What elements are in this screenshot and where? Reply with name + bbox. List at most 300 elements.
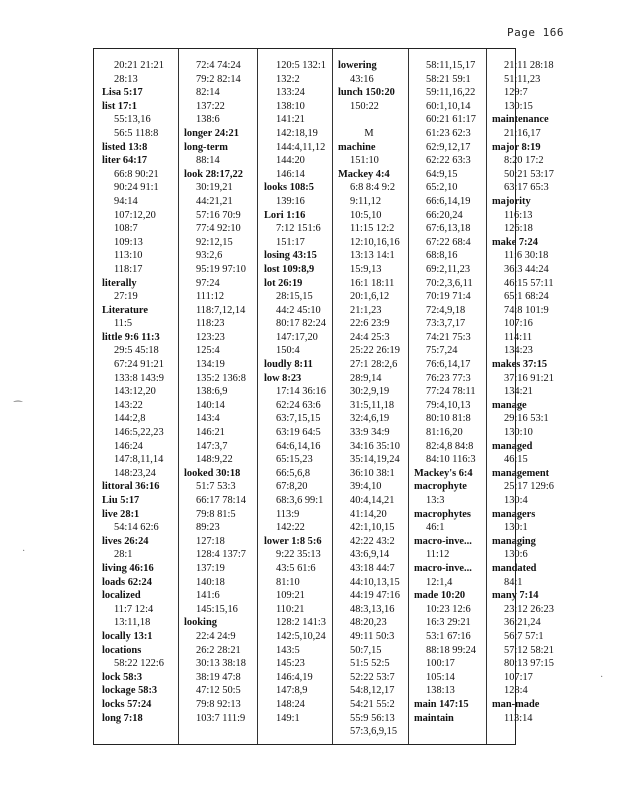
index-term: long 7:18 — [102, 712, 143, 724]
index-reference: 28:9,14 — [350, 372, 382, 384]
index-reference: 62:24 63:6 — [276, 399, 321, 411]
index-term: macro-inve... — [414, 535, 472, 547]
index-reference: 110:21 — [276, 603, 305, 615]
index-reference: 15:9,13 — [350, 263, 382, 275]
index-reference: 41:14,20 — [350, 508, 387, 520]
index-reference: 58:21 59:1 — [426, 73, 471, 85]
index-reference: 30:19,21 — [196, 182, 233, 194]
index-reference: 95:19 97:10 — [196, 263, 246, 275]
index-reference: 53:1 67:16 — [426, 630, 471, 642]
index-reference: 10:5,10 — [350, 209, 382, 221]
index-term: live 28:1 — [102, 508, 140, 520]
index-reference: 11:12 — [426, 549, 450, 561]
index-reference: 49:11 50:3 — [350, 630, 395, 642]
index-reference: 118:17 — [114, 263, 143, 275]
index-reference: 147:3,7 — [196, 440, 228, 452]
index-term: lockage 58:3 — [102, 685, 158, 697]
index-reference: 64:9,15 — [426, 168, 458, 180]
index-reference: 127:18 — [196, 535, 225, 547]
index-column — [102, 59, 164, 725]
index-reference: 113:14 — [504, 712, 533, 724]
index-reference: 76:6,14,17 — [426, 359, 471, 371]
index-reference: 81:10 — [276, 576, 300, 588]
index-reference: 43:18 44:7 — [350, 562, 395, 574]
index-reference: 138:13 — [426, 685, 455, 697]
index-reference: 16:3 29:21 — [426, 617, 471, 629]
index-reference: 65:1 68:24 — [504, 291, 549, 303]
index-reference: 141:21 — [276, 114, 305, 126]
index-reference: 72:4,9,18 — [426, 304, 466, 316]
index-term: listed 13:8 — [102, 141, 148, 153]
index-reference: 88:14 — [196, 155, 220, 167]
index-reference: 67:24 91:21 — [114, 359, 164, 371]
index-reference: 63:17 65:3 — [504, 182, 549, 194]
index-reference: 142:22 — [276, 522, 305, 534]
index-term: low 8:23 — [264, 372, 302, 384]
index-reference: 57:16 70:9 — [196, 209, 241, 221]
index-term: longer 24:21 — [184, 127, 239, 139]
index-reference: 88:18 99:24 — [426, 644, 476, 656]
column-divider — [408, 49, 409, 744]
index-term: macrophytes — [414, 508, 471, 520]
index-reference: 151:10 — [350, 155, 379, 167]
index-reference: 63:7,15,15 — [276, 413, 321, 425]
index-reference: 93:2,6 — [196, 250, 223, 262]
index-reference: 66:20,24 — [426, 209, 463, 221]
scan-mark: · — [22, 546, 26, 557]
index-reference: 38:19 47:8 — [196, 671, 241, 683]
index-term: locally 13:1 — [102, 630, 153, 642]
index-reference: 29:16 53:1 — [504, 413, 549, 425]
index-reference: 20:21 21:21 — [114, 60, 164, 71]
index-reference: 79:2 82:14 — [196, 73, 241, 85]
index-reference: 145:15,16 — [196, 603, 238, 615]
scan-mark: · — [600, 672, 604, 683]
index-reference: 25:17 129:6 — [504, 481, 554, 493]
index-reference: 40:4,14,21 — [350, 495, 395, 506]
index-term: looking — [184, 617, 217, 629]
index-reference: 55:13,16 — [114, 114, 151, 126]
index-reference: 63:19 64:5 — [276, 427, 321, 439]
index-term: Lisa 5:17 — [102, 87, 143, 99]
index-reference: 79:8 81:5 — [196, 508, 236, 520]
index-term: looks 108:5 — [264, 182, 314, 194]
section-letter: M — [364, 127, 374, 139]
column-divider — [486, 49, 487, 744]
index-reference: 105:14 — [426, 671, 455, 683]
index-column — [414, 59, 476, 725]
index-term: Liu 5:17 — [102, 495, 140, 506]
index-reference: 67:22 68:4 — [426, 236, 471, 248]
index-term: made 10:20 — [414, 590, 466, 602]
index-reference: 51:11,23 — [504, 73, 541, 85]
index-reference: 66:17 78:14 — [196, 495, 246, 506]
index-reference: 36:10 38:1 — [350, 467, 395, 479]
index-reference: 17:14 36:16 — [276, 386, 326, 398]
index-reference: 21:16,17 — [504, 127, 541, 139]
index-reference: 150:4 — [276, 345, 300, 357]
index-reference: 142:18,19 — [276, 127, 318, 139]
index-reference: 109:13 — [114, 236, 143, 248]
index-term: look 28:17,22 — [184, 168, 243, 180]
index-reference: 109:21 — [276, 590, 305, 602]
index-reference: 147:8,9 — [276, 685, 308, 697]
index-reference: 148:23,24 — [114, 467, 156, 479]
index-reference: 27:1 28:2,6 — [350, 359, 398, 371]
index-term: maintenance — [492, 114, 549, 126]
index-reference: 107:12,20 — [114, 209, 156, 221]
index-reference: 11:7 12:4 — [114, 603, 154, 615]
index-reference: 130:4 — [504, 495, 528, 506]
index-term: loudly 8:11 — [264, 359, 313, 371]
index-reference: 92:12,15 — [196, 236, 233, 248]
index-reference: 79:4,10,13 — [426, 399, 471, 411]
index-reference: 22:4 24:9 — [196, 630, 236, 642]
index-term: littoral 36:16 — [102, 481, 160, 493]
index-reference: 16:1 18:11 — [350, 277, 395, 289]
index-reference: 134:21 — [504, 386, 533, 398]
index-reference: 84:1 — [504, 576, 523, 588]
index-reference: 72:4 74:24 — [196, 60, 241, 71]
index-reference: 43:6,9,14 — [350, 549, 390, 561]
index-reference: 67:6,13,18 — [426, 223, 471, 235]
index-reference: 25:22 26:19 — [350, 345, 400, 357]
index-reference: 130:6 — [504, 549, 528, 561]
index-reference: 20:1,6,12 — [350, 291, 390, 303]
index-term: maintain — [414, 712, 454, 724]
index-reference: 137:19 — [196, 562, 225, 574]
index-reference: 76:23 77:3 — [426, 372, 471, 384]
index-reference: 113:9 — [276, 508, 300, 520]
index-reference: 146:5,22,23 — [114, 427, 164, 439]
index-reference: 32:4,6,19 — [350, 413, 390, 425]
index-reference: 139:16 — [276, 195, 305, 207]
index-term: Mackey 4:4 — [338, 168, 390, 180]
index-reference: 43:5 61:6 — [276, 562, 316, 574]
index-reference: 143:5 — [276, 644, 300, 656]
index-reference: 74:8 101:9 — [504, 304, 549, 316]
index-reference: 44:10,13,15 — [350, 576, 400, 588]
index-term: long-term — [184, 141, 228, 153]
index-reference: 64:6,14,16 — [276, 440, 321, 452]
index-reference: 31:5,11,18 — [350, 399, 395, 411]
column-divider — [257, 49, 258, 744]
index-term: living 46:16 — [102, 562, 154, 574]
index-reference: 27:19 — [114, 291, 138, 303]
index-reference: 144:4,11,12 — [276, 141, 326, 153]
index-term: list 17:1 — [102, 100, 137, 112]
scan-mark: ⁀ — [14, 402, 23, 413]
index-reference: 130:1 — [504, 522, 528, 534]
index-reference: 128:4 137:7 — [196, 549, 246, 561]
index-reference: 80:17 82:24 — [276, 318, 326, 330]
index-reference: 9:22 35:13 — [276, 549, 321, 561]
index-term: lunch 150:20 — [338, 87, 395, 99]
index-reference: 66:6,14,19 — [426, 195, 471, 207]
index-term: managed — [492, 440, 533, 452]
index-reference: 23:12 26:23 — [504, 603, 554, 615]
index-term: macro-inve... — [414, 562, 472, 574]
index-column — [492, 59, 554, 725]
index-reference: 46:15 57:11 — [504, 277, 554, 289]
index-reference: 146:24 — [114, 440, 143, 452]
index-term: managing — [492, 535, 536, 547]
index-reference: 73:3,7,17 — [426, 318, 466, 330]
index-reference: 10:23 12:6 — [426, 603, 471, 615]
index-reference: 146:14 — [276, 168, 305, 180]
index-reference: 141:6 — [196, 590, 220, 602]
index-reference: 58:22 122:6 — [114, 658, 164, 670]
index-reference: 57:3,6,9,15 — [350, 726, 398, 738]
index-term: localized — [102, 590, 141, 602]
index-reference: 42:1,10,15 — [350, 522, 395, 534]
index-term: management — [492, 467, 550, 479]
index-reference: 80:10 81:8 — [426, 413, 471, 425]
index-reference: 42:22 43:2 — [350, 535, 395, 547]
index-reference: 132:2 — [276, 73, 300, 85]
index-reference: 146:21 — [196, 427, 225, 439]
index-reference: 97:24 — [196, 277, 220, 289]
index-reference: 128:4 — [504, 685, 528, 697]
index-reference: 54:14 62:6 — [114, 522, 159, 534]
index-reference: 30:13 38:18 — [196, 658, 246, 670]
index-reference: 44:19 47:16 — [350, 590, 400, 602]
index-reference: 46:1 — [426, 522, 445, 534]
index-reference: 51:5 52:5 — [350, 658, 390, 670]
index-reference: 60:21 61:17 — [426, 114, 476, 126]
index-term: mandated — [492, 562, 537, 574]
index-reference: 143:12,20 — [114, 386, 156, 398]
index-reference: 33:9 34:9 — [350, 427, 390, 439]
index-reference: 138:10 — [276, 100, 305, 112]
index-term: managers — [492, 508, 536, 520]
index-reference: 30:2,9,19 — [350, 386, 390, 398]
index-reference: 108:7 — [114, 223, 138, 235]
index-reference: 11:5 — [114, 318, 133, 330]
index-reference: 77:4 92:10 — [196, 223, 241, 235]
index-reference: 50:21 53:17 — [504, 168, 554, 180]
index-reference: 140:18 — [196, 576, 225, 588]
index-reference: 50:7,15 — [350, 644, 382, 656]
index-reference: 134:19 — [196, 359, 225, 371]
index-reference: 24:4 25:3 — [350, 331, 390, 343]
index-reference: 57:12 58:21 — [504, 644, 554, 656]
index-reference: 133:24 — [276, 87, 305, 99]
index-reference: 47:12 50:5 — [196, 685, 241, 697]
index-reference: 54:8,12,17 — [350, 685, 395, 697]
index-term: looked 30:18 — [184, 467, 241, 479]
index-reference: 68:3,6 99:1 — [276, 495, 324, 506]
index-reference: 118:7,12,14 — [196, 304, 246, 316]
index-reference: 39:4,10 — [350, 481, 382, 493]
index-reference: 66:8 90:21 — [114, 168, 159, 180]
index-reference: 149:1 — [276, 712, 300, 724]
index-reference: 13:13 14:1 — [350, 250, 395, 262]
index-reference: 134:23 — [504, 345, 533, 357]
index-reference: 81:16,20 — [426, 427, 463, 439]
index-reference: 89:23 — [196, 522, 220, 534]
index-term: make 7:24 — [492, 236, 538, 248]
index-reference: 48:20,23 — [350, 617, 387, 629]
index-reference: 75:7,24 — [426, 345, 458, 357]
page-number: Page 166 — [507, 26, 564, 39]
index-term: Mackey's 6:4 — [414, 467, 473, 479]
index-reference: 62:9,12,17 — [426, 141, 471, 153]
index-reference: 65:15,23 — [276, 454, 313, 466]
index-table — [93, 48, 554, 745]
index-term: man-made — [492, 698, 540, 710]
index-reference: 143:4 — [196, 413, 220, 425]
index-reference: 147:8,11,14 — [114, 454, 164, 466]
index-reference: 11:6 30:18 — [504, 250, 549, 262]
index-reference: 113:10 — [114, 250, 143, 262]
index-reference: 52:22 53:7 — [350, 671, 395, 683]
index-reference: 70:19 71:4 — [426, 291, 471, 303]
index-column — [264, 59, 326, 725]
index-term: locks 57:24 — [102, 698, 152, 710]
index-term: locations — [102, 644, 142, 656]
index-reference: 66:5,6,8 — [276, 467, 311, 479]
index-reference: 21:1,23 — [350, 304, 382, 316]
index-reference: 44:21,21 — [196, 195, 233, 207]
index-reference: 79:8 92:13 — [196, 698, 241, 710]
index-reference: 107:17 — [504, 671, 533, 683]
index-reference: 55:9 56:13 — [350, 712, 395, 724]
index-reference: 62:22 63:3 — [426, 155, 471, 167]
index-reference: 126:18 — [504, 223, 533, 235]
index-reference: 56:7 57:1 — [504, 630, 544, 642]
index-reference: 147:17,20 — [276, 331, 318, 343]
index-reference: 84:10 116:3 — [426, 454, 476, 466]
index-reference: 111:12 — [196, 291, 225, 303]
index-term: lock 58:3 — [102, 671, 143, 683]
index-reference: 130:15 — [504, 100, 533, 112]
index-reference: 82:14 — [196, 87, 220, 99]
index-term: lower 1:8 5:6 — [264, 535, 322, 547]
index-reference: 54:21 55:2 — [350, 698, 395, 710]
index-term: Lori 1:16 — [264, 209, 306, 221]
index-reference: 82:4,8 84:8 — [426, 440, 474, 452]
index-reference: 100:17 — [426, 658, 455, 670]
index-reference: 21:11 28:18 — [504, 60, 554, 71]
index-reference: 9:11,12 — [350, 195, 382, 207]
index-reference: 46:15 — [504, 454, 528, 466]
index-reference: 138:6 — [196, 114, 220, 126]
index-reference: 144:2,8 — [114, 413, 146, 425]
index-reference: 13:11,18 — [114, 617, 151, 629]
index-reference: 103:7 111:9 — [196, 712, 246, 724]
index-reference: 70:2,3,6,11 — [426, 277, 473, 289]
index-term: liter 64:17 — [102, 155, 148, 167]
index-reference: 36:21,24 — [504, 617, 541, 629]
index-term: losing 43:15 — [264, 250, 317, 262]
index-reference: 128:2 141:3 — [276, 617, 326, 629]
index-reference: 8:20 17:2 — [504, 155, 544, 167]
index-reference: 12:10,16,16 — [350, 236, 400, 248]
index-reference: 61:23 62:3 — [426, 127, 471, 139]
index-term: literally — [102, 277, 137, 289]
index-reference: 130:10 — [504, 427, 533, 439]
index-reference: 123:23 — [196, 331, 225, 343]
index-reference: 36:3 44:24 — [504, 263, 549, 275]
index-term: machine — [338, 141, 376, 153]
index-reference: 29:5 45:18 — [114, 345, 159, 357]
index-term: major 8:19 — [492, 141, 541, 153]
index-reference: 150:22 — [350, 100, 379, 112]
index-reference: 67:8,20 — [276, 481, 308, 493]
index-reference: 35:14,19,24 — [350, 454, 400, 466]
index-reference: 151:17 — [276, 236, 305, 248]
index-column — [338, 59, 400, 739]
index-reference: 28:15,15 — [276, 291, 313, 303]
index-reference: 133:8 143:9 — [114, 372, 164, 384]
index-reference: 28:13 — [114, 73, 138, 85]
index-reference: 116:13 — [504, 209, 533, 221]
index-reference: 44:2 45:10 — [276, 304, 321, 316]
index-reference: 120:5 132:1 — [276, 60, 326, 71]
index-reference: 90:24 91:1 — [114, 182, 159, 194]
index-term: little 9:6 11:3 — [102, 331, 160, 343]
index-reference: 114:11 — [504, 331, 533, 343]
index-reference: 6:8 8:4 9:2 — [350, 182, 396, 194]
index-term: lot 26:19 — [264, 277, 303, 289]
index-term: majority — [492, 195, 531, 207]
index-term: makes 37:15 — [492, 359, 548, 371]
index-reference: 146:4,19 — [276, 671, 313, 683]
index-column — [184, 59, 246, 725]
index-reference: 34:16 35:10 — [350, 440, 400, 452]
index-reference: 135:2 136:8 — [196, 372, 246, 384]
index-reference: 60:1,10,14 — [426, 100, 471, 112]
index-reference: 28:1 — [114, 549, 133, 561]
index-reference: 74:21 75:3 — [426, 331, 471, 343]
index-reference: 94:14 — [114, 195, 138, 207]
index-reference: 65:2,10 — [426, 182, 458, 194]
index-term: manage — [492, 399, 527, 411]
index-reference: 140:14 — [196, 399, 225, 411]
index-reference: 77:24 78:11 — [426, 386, 476, 398]
index-term: macrophyte — [414, 481, 467, 493]
index-reference: 129:7 — [504, 87, 528, 99]
index-reference: 56:5 118:8 — [114, 127, 159, 139]
column-divider — [332, 49, 333, 744]
index-reference: 22:6 23:9 — [350, 318, 390, 330]
index-reference: 7:12 151:6 — [276, 223, 321, 235]
index-reference: 138:6,9 — [196, 386, 228, 398]
index-reference: 59:11,16,22 — [426, 87, 476, 99]
index-reference: 148:24 — [276, 698, 305, 710]
index-term: loads 62:24 — [102, 576, 152, 588]
index-reference: 12:1,4 — [426, 576, 453, 588]
index-term: main 147:15 — [414, 698, 469, 710]
index-reference: 107:16 — [504, 318, 533, 330]
index-term: lives 26:24 — [102, 535, 149, 547]
index-reference: 144:20 — [276, 155, 305, 167]
index-reference: 43:16 — [350, 73, 374, 85]
index-reference: 37:16 91:21 — [504, 372, 554, 384]
index-reference: 58:11,15,17 — [426, 60, 476, 71]
index-reference: 69:2,11,23 — [426, 263, 471, 275]
index-reference: 68:8,16 — [426, 250, 458, 262]
index-reference: 137:22 — [196, 100, 225, 112]
index-reference — [338, 113, 400, 127]
index-term: many 7:14 — [492, 590, 539, 602]
column-divider — [178, 49, 179, 744]
index-reference: 11:15 12:2 — [350, 223, 395, 235]
index-reference: 13:3 — [426, 495, 445, 506]
index-reference: 80:13 97:15 — [504, 658, 554, 670]
index-term: lost 109:8,9 — [264, 263, 315, 275]
